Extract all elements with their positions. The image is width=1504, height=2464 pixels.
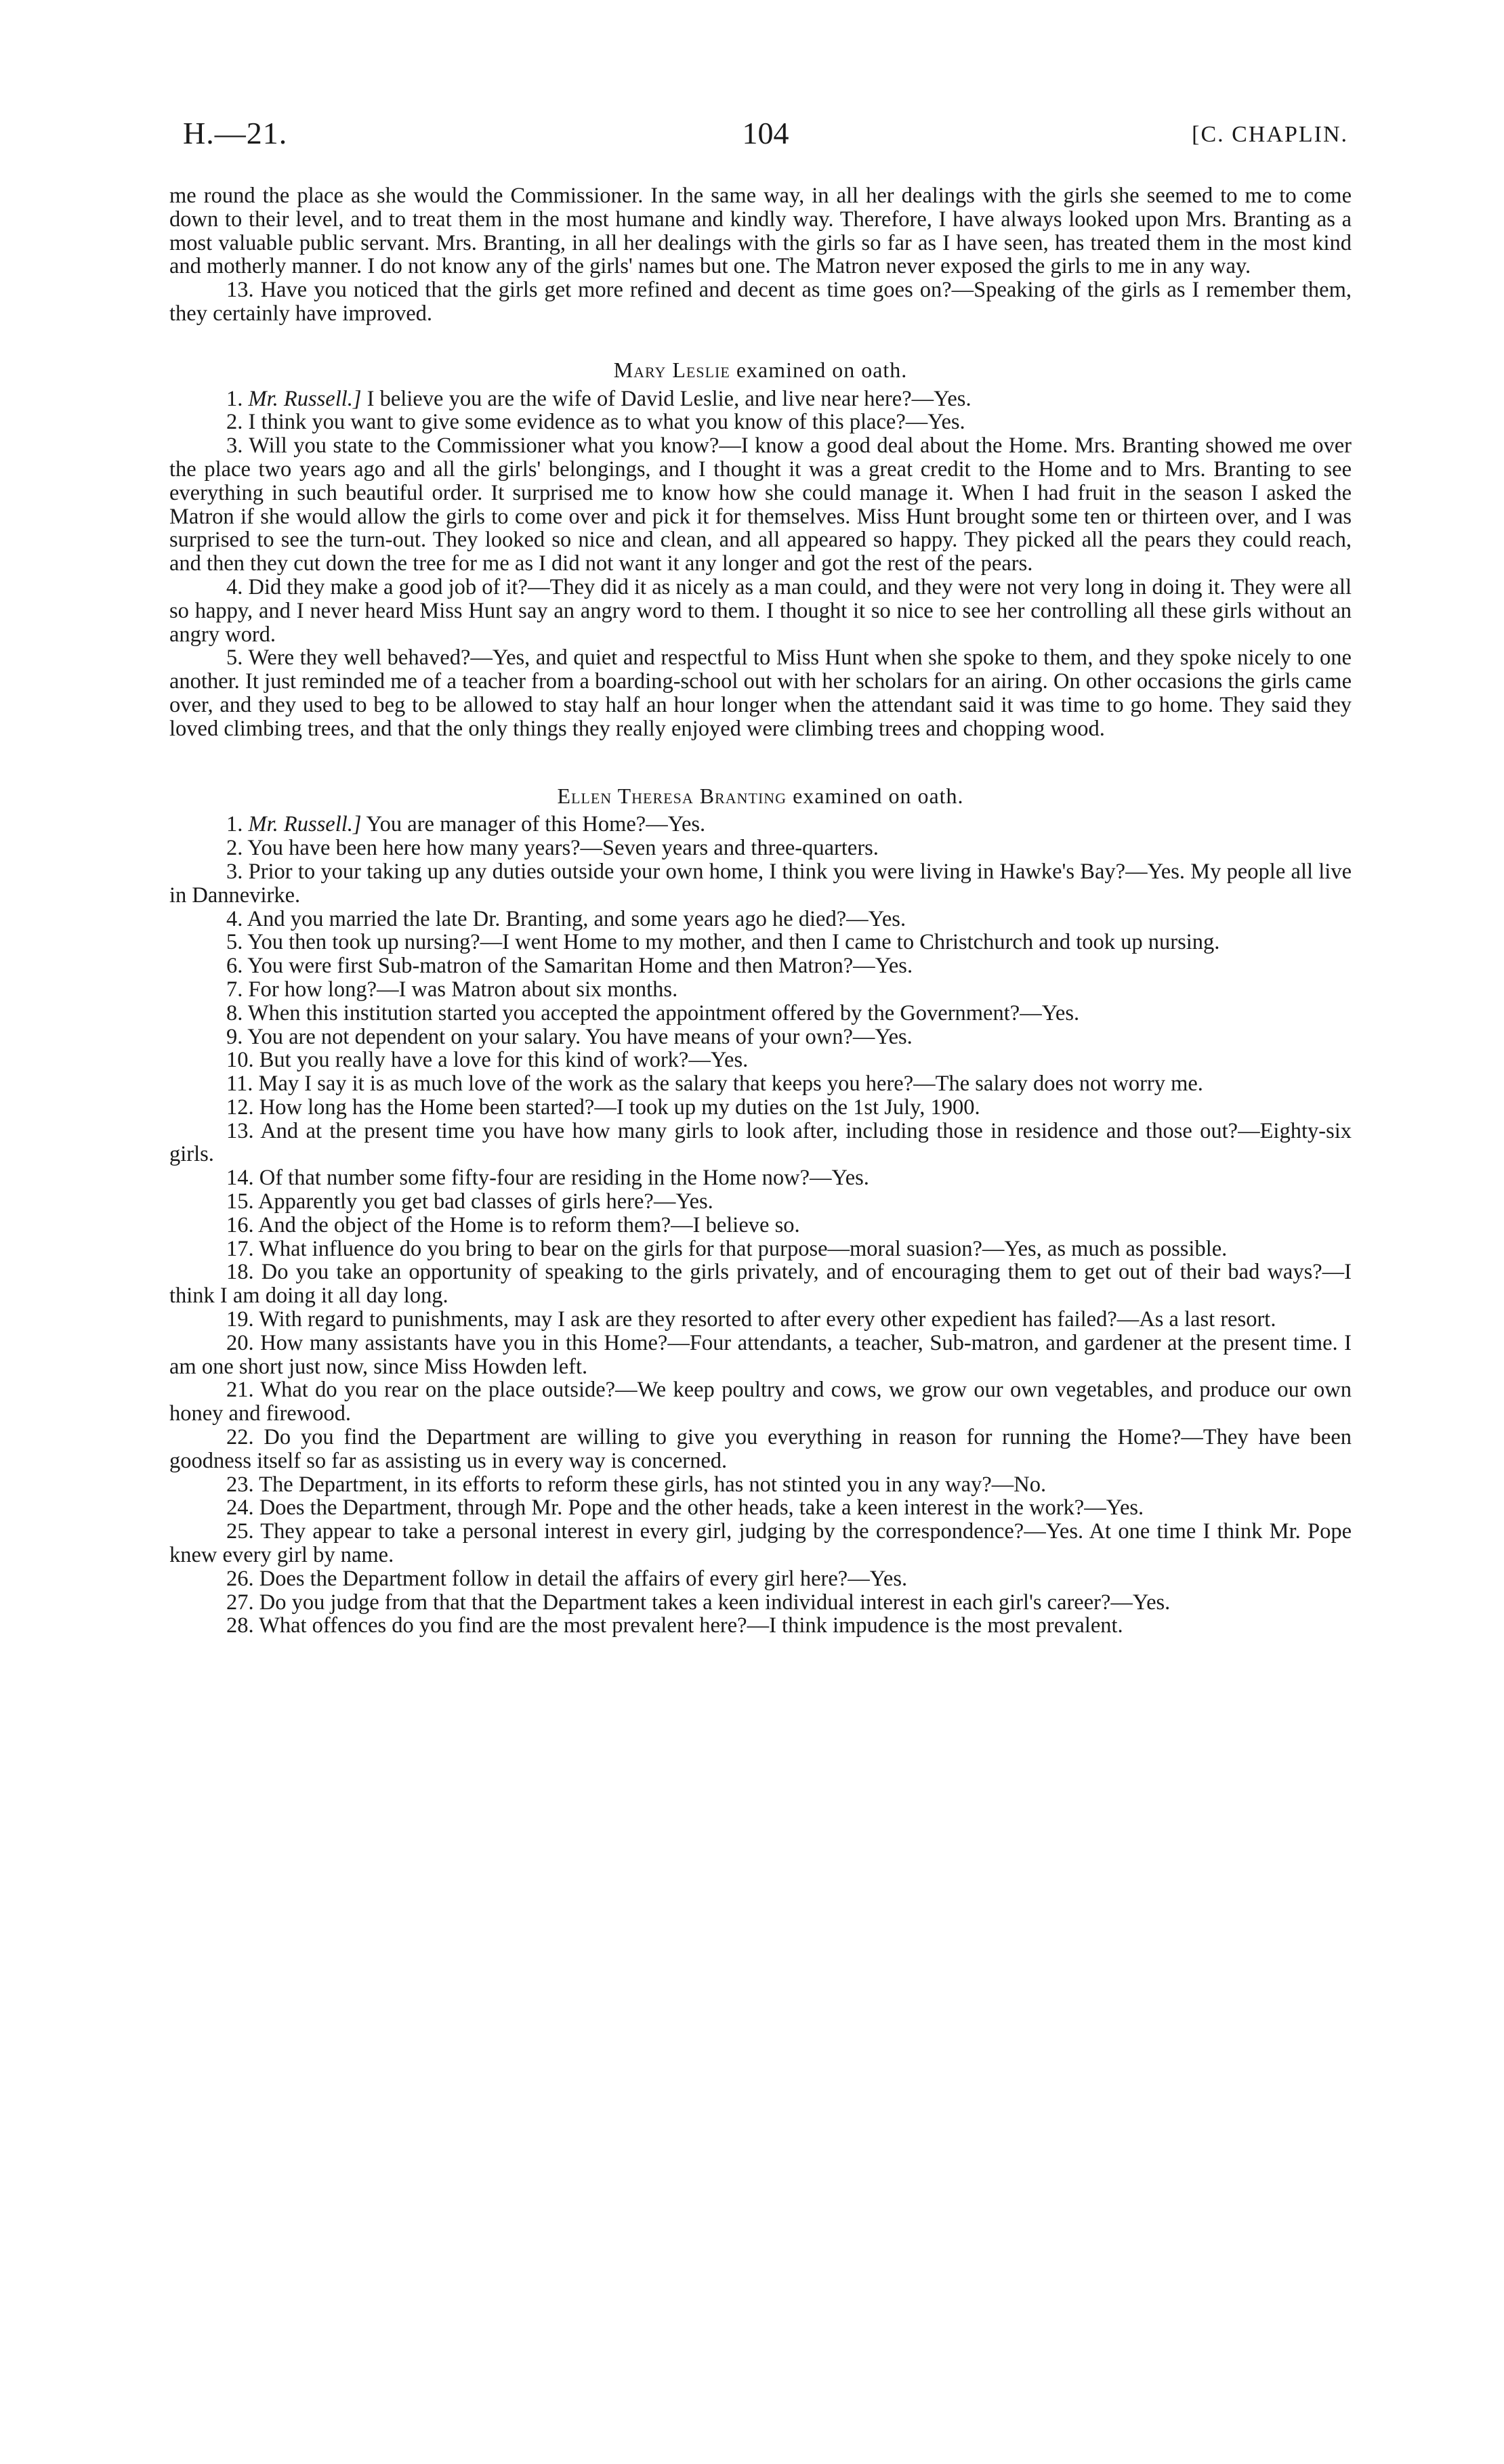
page-body [169, 184, 1352, 1638]
question-answer: 17. What influence do you bring to bear on the girls for that purpose—moral suasion?—Yes, as much as possible. [226, 1236, 1228, 1261]
question-text: I believe you are the wife of David Leslie, and live near here?—Yes. [367, 386, 972, 411]
question-answer: 25. They appear to take a personal interest in every girl, judging by the correspondence?—Yes. At one time I think Mr. Pope knew every girl by name. [169, 1519, 1352, 1568]
question-answer: 5. You then took up nursing?—I went Home to my mother, and then I came to Christchurch and took up nursing. [226, 930, 1220, 955]
question-answer: 3. Will you state to the Commissioner what you know?—I know a good deal about the Home. Mrs. Branting showed me over the place two years ago and all the girls' belongings, and I thought it was a great credit to the Home and to Mrs. Branting to see everything in such beautiful order. It surprised me to know how she could manage it. When I had fruit in the season I asked the Matron if she would allow the girls to come over and pick it for themselves. Miss Hunt brought some ten or thirteen over, and I was surprised to see the turn-out. They looked so nice and clean, and all appeared so happy. They picked all the pears they could reach, and then they cut down the tree for me as I did not want it any longer and got the rest of the pears. [169, 433, 1352, 576]
question-answer: 13. And at the present time you have how many girls to look after, including those in residence and those out?—Eighty-six girls. [169, 1118, 1352, 1167]
question-answer: 22. Do you find the Department are willing to give you everything in reason for running the Home?—They have been goodness itself so far as assisting us in every way is concerned. [169, 1425, 1352, 1473]
question-answer: 3. Prior to your taking up any duties outside your own home, I think you were living in Hawke's Bay?—Yes. My people all live in Dannevirke. [169, 859, 1352, 908]
question-answer: 4. Did they make a good job of it?—They did it as nicely as a man could, and they were not very long in doing it. They were all so happy, and I never heard Miss Hunt say an angry word to them. I thought it so nice to see her controlling all these girls without an angry word. [169, 574, 1352, 647]
witness-heading-suffix: examined on oath. [793, 783, 964, 808]
examiner-name: Mr. Russell.] [248, 386, 362, 411]
page-header [183, 115, 1348, 176]
question-answer: 8. When this institution started you accepted the appointment offered by the Government?—Yes. [226, 1000, 1080, 1025]
question-answer: 6. You were first Sub-matron of the Samaritan Home and then Matron?—Yes. [226, 954, 913, 979]
witness-running-head: [C. CHAPLIN. [1192, 122, 1348, 147]
question-answer: 26. Does the Department follow in detail the affairs of every girl here?—Yes. [226, 1566, 908, 1591]
question-answer: 24. Does the Department, through Mr. Pope and the other heads, take a keen interest in the work?—Yes. [226, 1495, 1144, 1521]
question-answer [169, 813, 1352, 836]
witness-heading-suffix: examined on oath. [736, 357, 908, 382]
question-answer: 21. What do you rear on the place outside?—We keep poultry and cows, we grow our own vegetables, and produce our own honey and firewood. [169, 1378, 1352, 1426]
question-answer: 13. Have you noticed that the girls get more refined and decent as time goes on?—Speaking of the girls as I remember them, they certainly have improved. [169, 278, 1352, 326]
question-answer: 5. Were they well behaved?—Yes, and quiet and respectful to Miss Hunt when she spoke to them, and they spoke nicely to one another. It just reminded me of a teacher from a boarding-school out with her scholars for an airing. On other occasions the girls came over, and they used to beg to be allowed to stay half an hour longer when the attendant said it was time to go home. They said they loved climbing trees, and that the only things they really enjoyed were climbing trees and chopping wood. [169, 645, 1352, 741]
question-answer [169, 387, 1352, 411]
witness-heading [169, 784, 1352, 808]
question-answer: 14. Of that number some fifty-four are residing in the Home now?—Yes. [226, 1166, 869, 1191]
question-answer: 10. But you really have a love for this kind of work?—Yes. [226, 1048, 749, 1073]
question-answer: 23. The Department, in its efforts to reform these girls, has not stinted you in any way?—No. [226, 1472, 1047, 1497]
question-answer: 15. Apparently you get bad classes of girls here?—Yes. [226, 1189, 713, 1214]
question-answer: 27. Do you judge from that that the Department takes a keen individual interest in each girl's career?—Yes. [226, 1590, 1171, 1615]
question-answer: 11. May I say it is as much love of the work as the salary that keeps you here?—The salary does not worry me. [226, 1071, 1203, 1097]
question-answer: 16. And the object of the Home is to reform them?—I believe so. [226, 1212, 800, 1237]
question-answer: 28. What offences do you find are the most prevalent here?—I think impudence is the most prevalent. [226, 1613, 1123, 1638]
question-number: 1. [226, 812, 243, 837]
question-answer: 18. Do you take an opportunity of speaking to the girls privately, and of encouraging them to get out of their bad ways?—I think I am doing it all day long. [169, 1260, 1352, 1309]
examiner-name: Mr. Russell.] [248, 812, 362, 837]
question-answer: 2. I think you want to give some evidence as to what you know of this place?—Yes. [226, 410, 965, 435]
witness-name: Ellen Theresa Branting [557, 783, 787, 808]
page-number: 104 [742, 116, 789, 150]
question-answer: 20. How many assistants have you in this Home?—Four attendants, a teacher, Sub-matron, and gardener at the present time. I am one short just now, since Miss Howden left. [169, 1330, 1352, 1379]
witness-heading [169, 358, 1352, 382]
question-answer: 9. You are not dependent on your salary. You have means of your own?—Yes. [226, 1024, 913, 1049]
question-answer: 19. With regard to punishments, may I ask are they resorted to after every other expedient has failed?—As a last resort. [226, 1307, 1276, 1332]
question-answer: 2. You have been here how many years?—Seven years and three-quarters. [226, 836, 879, 861]
question-answer: 4. And you married the late Dr. Branting, and some years ago he died?—Yes. [226, 906, 906, 931]
question-number: 1. [226, 386, 243, 411]
question-text: You are manager of this Home?—Yes. [366, 812, 706, 837]
question-answer: 7. For how long?—I was Matron about six months. [226, 977, 678, 1002]
witness-name: Mary Leslie [613, 357, 730, 382]
continued-answer: me round the place as she would the Commissioner. In the same way, in all her dealings with the girls she seemed to me to come down to their level, and to treat them in the most humane and kindly way. Therefore, I have always looked upon Mrs. Branting as a most valuable public servant. Mrs. Branting, in all her dealings with the girls so far as I have seen, has treated them in the most kind and motherly manner. I do not know any of the girls' names but one. The Matron never exposed the girls to me in any way. [169, 184, 1352, 279]
report-reference: H.—21. [183, 116, 288, 150]
question-answer: 12. How long has the Home been started?—I took up my duties on the 1st July, 1900. [226, 1095, 980, 1120]
